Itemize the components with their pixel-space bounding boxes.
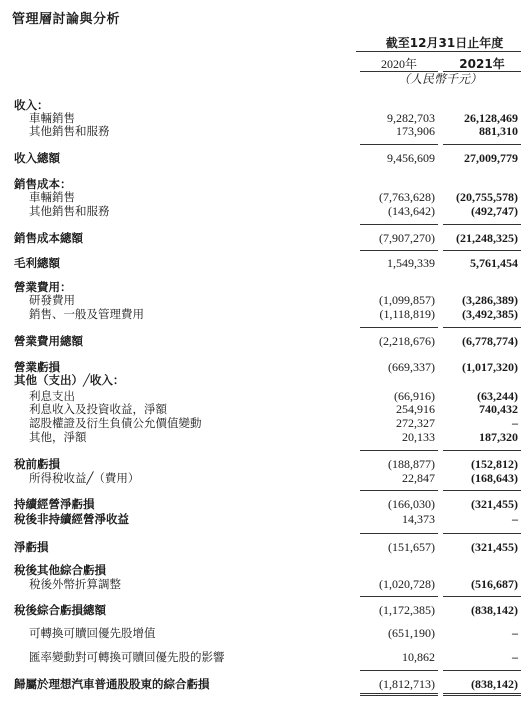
table-row <box>0 626 530 640</box>
value-2020: 14,373 <box>402 512 435 526</box>
table-row <box>0 334 530 348</box>
row-label: 稅後外幣折算調整 <box>29 577 121 591</box>
value-2021: – <box>512 650 518 664</box>
row-label: 銷售成本總額 <box>14 231 83 245</box>
table-row <box>0 307 530 321</box>
value-2021: – <box>512 626 518 640</box>
value-2021: – <box>512 512 518 526</box>
value-2020: 173,906 <box>396 124 435 138</box>
subtotal-rule <box>360 224 438 225</box>
value-2020: (7,763,628) <box>379 190 435 204</box>
table-row <box>0 256 530 270</box>
subtotal-rule <box>360 670 438 671</box>
row-label: 營業虧損 <box>14 360 60 374</box>
row-label: 稅後非持續經營淨收益 <box>14 512 129 526</box>
value-2021: (492,747) <box>471 204 518 218</box>
table-row <box>0 540 530 554</box>
table-row <box>0 603 530 617</box>
value-2020: 20,133 <box>402 430 435 444</box>
value-2020: (1,172,385) <box>379 603 435 617</box>
table-row <box>0 650 530 664</box>
table-row <box>0 111 530 125</box>
table-row <box>0 98 530 112</box>
subtotal-rule <box>360 490 438 491</box>
row-label: 收入總額 <box>14 151 60 165</box>
value-2020: (1,020,728) <box>379 577 435 591</box>
subtotal-rule <box>443 533 521 534</box>
subtotal-rule <box>443 144 521 145</box>
value-2020: (66,916) <box>394 389 435 403</box>
value-2021: 5,761,454 <box>470 256 518 270</box>
row-label: 營業費用總額 <box>14 334 83 348</box>
table-row <box>0 497 530 511</box>
total-double-rule <box>360 693 438 694</box>
row-label: 利息收入及投資收益，淨額 <box>29 402 167 416</box>
total-double-rule <box>443 693 521 694</box>
table-row <box>0 373 530 387</box>
table-row <box>0 293 530 307</box>
row-label: 銷售成本： <box>14 177 72 191</box>
subtotal-rule <box>360 327 438 328</box>
row-label: 其他銷售和服務 <box>29 124 110 138</box>
value-2020: (651,190) <box>388 626 435 640</box>
row-label: 毛利總額 <box>14 256 60 270</box>
value-2020: (2,218,676) <box>379 334 435 348</box>
value-2021: (168,643) <box>471 471 518 485</box>
table-row <box>0 563 530 577</box>
value-2021: (1,017,320) <box>462 360 518 374</box>
value-2021: 27,009,779 <box>464 151 518 165</box>
table-row <box>0 177 530 191</box>
value-2020: (188,877) <box>388 457 435 471</box>
value-2021: (3,492,385) <box>462 307 518 321</box>
value-2020: 10,862 <box>402 650 435 664</box>
subtotal-rule <box>443 670 521 671</box>
row-label: 營業費用： <box>14 280 72 294</box>
subtotal-rule <box>443 450 521 451</box>
row-label: 其他，淨額 <box>29 430 87 444</box>
unit-label: （人民幣千元） <box>397 72 482 86</box>
row-label: 稅前虧損 <box>14 457 60 471</box>
total-double-rule <box>443 695 521 696</box>
value-2020: 254,916 <box>396 402 435 416</box>
value-2021: (152,812) <box>471 457 518 471</box>
value-2021: 881,310 <box>479 124 518 138</box>
value-2020: (1,812,713) <box>379 677 435 691</box>
value-2020: 22,847 <box>402 471 435 485</box>
table-row <box>0 457 530 471</box>
table-row <box>0 430 530 444</box>
table-row <box>0 360 530 374</box>
value-2020: (1,099,857) <box>379 293 435 307</box>
value-2021: (838,142) <box>471 677 518 691</box>
row-label: 淨虧損 <box>14 540 49 554</box>
subtotal-rule <box>360 533 438 534</box>
value-2021: (321,455) <box>471 540 518 554</box>
subtotal-rule <box>443 596 521 597</box>
row-label: 銷售、一般及管理費用 <box>29 307 144 321</box>
value-2021: (6,778,774) <box>462 334 518 348</box>
value-2021: 26,128,469 <box>464 111 518 125</box>
row-label: 利息支出 <box>29 389 75 403</box>
table-row <box>0 280 530 294</box>
row-label: 所得稅收益╱（費用） <box>29 471 140 485</box>
value-2020: (166,030) <box>388 497 435 511</box>
value-2021: 187,320 <box>479 430 518 444</box>
table-row <box>0 231 530 245</box>
value-2020: 9,282,703 <box>387 111 435 125</box>
row-label: 稅後綜合虧損總額 <box>14 603 106 617</box>
table-row <box>0 577 530 591</box>
subtotal-rule <box>360 596 438 597</box>
table-row <box>0 512 530 526</box>
column-header-2020: 2020年 <box>380 57 417 71</box>
value-2020: (669,337) <box>388 360 435 374</box>
table-row <box>0 124 530 138</box>
value-2021: (20,755,578) <box>456 190 518 204</box>
value-2021: (321,455) <box>471 497 518 511</box>
table-row <box>0 190 530 204</box>
value-2021: (63,244) <box>477 389 518 403</box>
row-label: 研發費用 <box>29 293 75 307</box>
table-row <box>0 204 530 218</box>
subtotal-rule <box>443 224 521 225</box>
value-2021: (516,687) <box>471 577 518 591</box>
row-label: 認股權證及衍生負債公允價值變動 <box>29 416 202 430</box>
row-label: 其他銷售和服務 <box>29 204 110 218</box>
value-2020: (151,657) <box>388 540 435 554</box>
row-label: 其他（支出）╱收入： <box>14 373 125 387</box>
row-label: 車輛銷售 <box>29 111 75 125</box>
total-double-rule <box>360 695 438 696</box>
value-2020: 1,549,339 <box>387 256 435 270</box>
row-label: 歸屬於理想汽車普通股股東的綜合虧損 <box>14 677 210 691</box>
table-row <box>0 416 530 430</box>
value-2020: (7,907,270) <box>379 231 435 245</box>
value-2021: (838,142) <box>471 603 518 617</box>
table-row <box>0 151 530 165</box>
value-2020: 9,456,609 <box>387 151 435 165</box>
row-label: 匯率變動對可轉換可贖回優先股的影響 <box>29 650 225 664</box>
row-label: 收入： <box>14 98 49 112</box>
subtotal-rule <box>443 327 521 328</box>
subtotal-rule <box>443 250 521 251</box>
row-label: 可轉換可贖回優先股增值 <box>29 626 156 640</box>
period-header: 截至12月31日止年度 <box>385 36 504 50</box>
value-2020: (1,118,819) <box>379 307 435 321</box>
subtotal-rule <box>443 490 521 491</box>
page-title: 管理層討論與分析 <box>12 12 121 27</box>
column-header-2021: 2021年 <box>459 57 505 71</box>
subtotal-rule <box>360 450 438 451</box>
subtotal-rule <box>360 144 438 145</box>
table-row <box>0 677 530 691</box>
subtotal-rule <box>360 250 438 251</box>
table-row <box>0 471 530 485</box>
row-label: 稅後其他綜合虧損 <box>14 563 106 577</box>
row-label: 車輛銷售 <box>29 190 75 204</box>
value-2021: – <box>512 416 518 430</box>
table-row <box>0 402 530 416</box>
value-2021: (21,248,325) <box>456 231 518 245</box>
value-2021: (3,286,389) <box>462 293 518 307</box>
value-2021: 740,432 <box>479 402 518 416</box>
value-2020: 272,327 <box>396 416 435 430</box>
table-row <box>0 389 530 403</box>
value-2020: (143,642) <box>388 204 435 218</box>
row-label: 持續經營淨虧損 <box>14 497 95 511</box>
